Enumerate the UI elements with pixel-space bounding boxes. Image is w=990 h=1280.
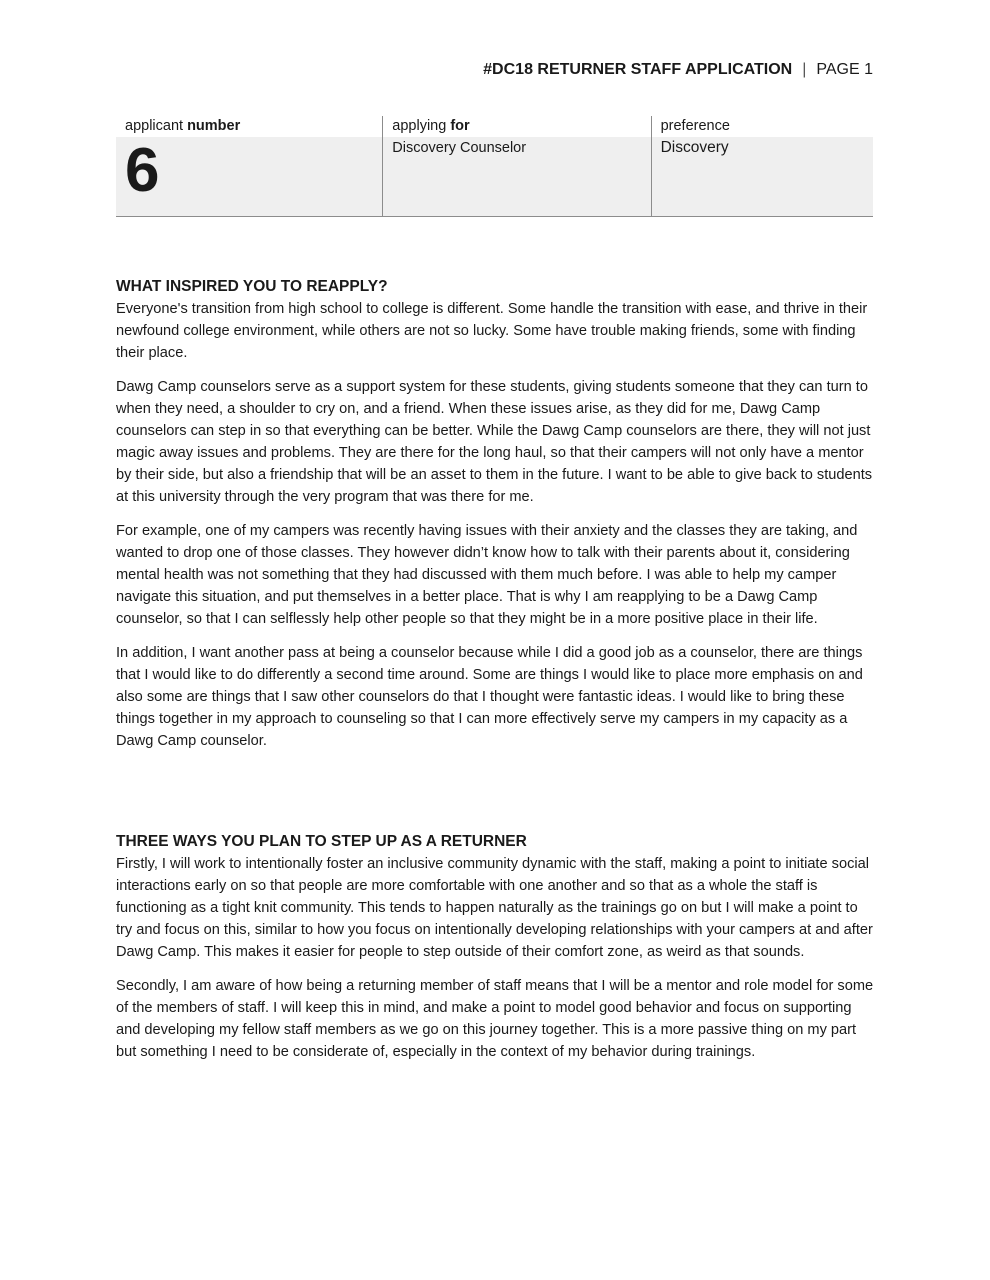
applying-label-bold: for [450,118,470,134]
preference-field [651,116,873,216]
paragraph: Everyone's transition from high school to college is different. Some handle the transition with ease, and thrive in their newfound college environment, while others are not so lucky. Some have trouble making friends, some with finding their place. [116,301,868,361]
preference-label: preference [652,116,873,137]
applicant-label-bold: number [187,118,241,134]
header-separator: | [802,61,807,78]
applicant-number-label [116,116,382,137]
applying-for-value: Discovery Counselor [392,140,527,156]
paragraph: In addition, I want another pass at being a counselor because while I did a good job as a counselor, there are things that I would like to do differently a second time around. Some are things I would like to place more emphasis on and also some are things that I saw other counselors do that I thought were fantastic ideas. I would like to bring these things together in my approach to counseling so that I can more effectively serve my campers in my capacity as a Dawg Camp counselor. [116,645,863,749]
paragraph: Firstly, I will work to intentionally foster an inclusive community dynamic with the staff, making a point to initiate social interactions early on so that people are more comfortable with one another and so that as a whole the staff is functioning as a tight knit community. This tends to happen naturally as the trainings go on but I will make a point to try and focus on this, similar to how you focus on intentionally developing relationships with your campers at and after Dawg Camp. This makes it easier for people to step outside of their comfort zone, as weird as that sounds. [116,856,873,960]
application-fields [116,116,873,217]
paragraph: For example, one of my campers was recently having issues with their anxiety and the classes they are taking, and wanted to drop one of those classes. They however didn’t know how to talk with their parents about it, considering mental health was not something that they had discussed with them much before. I was able to help my camper navigate this situation, and put themselves in a better place. That is why I am reapplying to be a Dawg Camp counselor, so that I can selflessly help other people so that they might be in a more positive place in their life. [116,523,858,627]
applicant-number-box [116,137,382,216]
applying-label-plain: applying [392,118,451,134]
document-title: #DC18 RETURNER STAFF APPLICATION [483,61,793,78]
section-heading: WHAT INSPIRED YOU TO REAPPLY? [116,278,388,295]
paragraph: Dawg Camp counselors serve as a support system for these students, giving students someone that they can turn to when they need, a shoulder to cry on, and a friend. When these issues arise, as they did for me, Dawg Camp counselors can step in so that everything can be better. While the Dawg Camp counselors are there, they will not just magic away issues and problems. They are there for the long haul, so that their campers will not only have a mentor by their side, but also a friendship that will be an asset to them in the future. I want to be able to give back to students at this university through the very program that was there for me. [116,379,873,505]
section-heading: THREE WAYS YOU PLAN TO STEP UP AS A RETURNER [116,833,527,850]
applying-for-field [382,116,650,216]
section-step-up [116,831,874,1075]
page-header [483,60,873,80]
preference-value: Discovery [660,139,729,156]
applying-for-box [383,137,650,216]
paragraph: Secondly, I am aware of how being a returning member of staff means that I will be a mentor and role model for some of the members of staff. I will keep this in mind, and make a point to model good behavior and focus on supporting and developing my fellow staff members as we go on this journey together. This is a more passive thing on my part but something I need to be considerate of, especially in the context of my behavior during trainings. [116,978,874,1060]
applicant-label-plain: applicant [125,118,188,134]
preference-box [652,137,873,216]
applicant-number-value: 6 [125,136,160,205]
section-inspired [116,276,874,764]
page-number: PAGE 1 [816,61,873,78]
applicant-number-field [116,116,382,216]
applying-for-label [383,116,650,137]
